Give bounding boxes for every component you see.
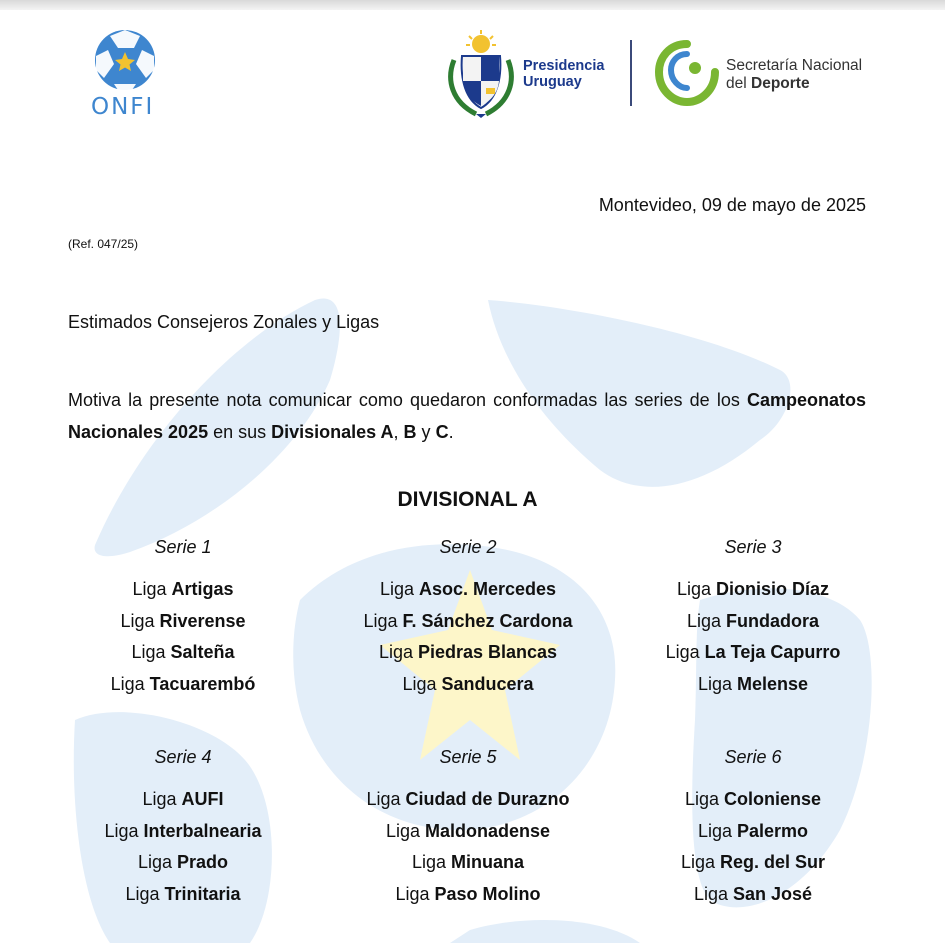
divisional-title: DIVISIONAL A [397, 488, 538, 511]
liga-name: San José [733, 883, 813, 904]
liga-prefix: Liga [697, 820, 737, 841]
body-text-1: Motiva la presente nota comunicar como quedaron conformadas las series de los [68, 390, 747, 410]
liga-name: F. Sánchez Cardona [402, 610, 573, 631]
liga-name: Sanducera [441, 673, 534, 694]
liga-prefix: Liga [684, 789, 725, 809]
liga-name: Trinitaria [164, 883, 241, 904]
liga-item [603, 579, 903, 611]
serie-title: Serie 3 [724, 537, 782, 557]
liga-prefix: Liga [363, 610, 403, 631]
liga-name: Ciudad de Durazno [405, 789, 570, 809]
liga-name: Melense [737, 673, 809, 694]
body-text-4: y [416, 422, 436, 442]
liga-item [33, 579, 333, 611]
liga-name: Interbalnearia [143, 820, 262, 841]
liga-name: Maldonadense [425, 820, 551, 841]
liga-name: Reg. del Sur [720, 852, 826, 873]
liga-prefix: Liga [411, 852, 452, 873]
liga-item [603, 789, 903, 821]
body-text-5: . [448, 422, 454, 442]
liga-prefix: Liga [697, 673, 737, 694]
secretaria-deporte-wordmark [726, 57, 862, 93]
liga-name: Dionisio Díaz [716, 579, 830, 599]
liga-name: Prado [177, 852, 229, 873]
liga-item [33, 789, 333, 821]
liga-prefix: Liga [120, 610, 160, 631]
liga-item [603, 674, 903, 706]
letter-body-paragraph [68, 384, 866, 448]
body-bold-1: Campeonatos Nacionales 2025 [68, 390, 866, 442]
liga-prefix: Liga [665, 642, 705, 663]
serie-title: Serie 4 [154, 747, 212, 767]
liga-item [33, 852, 333, 884]
liga-prefix: Liga [676, 579, 717, 599]
liga-item [33, 611, 333, 643]
body-bold-3: B [403, 422, 417, 442]
deporte-logo-icon [655, 40, 719, 106]
deporte-line-bold: Deporte [751, 75, 810, 92]
liga-name: Salteña [170, 642, 235, 663]
liga-name: Fundadora [726, 610, 820, 631]
serie-block [603, 747, 903, 915]
liga-prefix: Liga [125, 883, 165, 904]
presidencia-uruguay-wordmark [523, 58, 604, 90]
letter-reference: (Ref. 047/25) [68, 237, 139, 251]
liga-prefix: Liga [395, 883, 435, 904]
liga-item [603, 852, 903, 884]
logo-divider [630, 40, 632, 106]
liga-name: AUFI [181, 789, 224, 809]
serie-block [603, 537, 903, 705]
liga-item [603, 611, 903, 643]
deporte-line [726, 75, 862, 93]
liga-prefix: Liga [686, 610, 727, 631]
liga-prefix: Liga [693, 883, 733, 904]
liga-prefix: Liga [137, 852, 178, 873]
serie-title: Serie 2 [439, 537, 497, 557]
serie-block [318, 537, 618, 705]
liga-prefix: Liga [142, 789, 182, 809]
body-text-2: en sus [208, 422, 272, 442]
liga-name: Riverense [159, 610, 246, 631]
liga-item [318, 852, 618, 884]
liga-prefix: Liga [385, 820, 425, 841]
liga-item [33, 674, 333, 706]
liga-item [33, 884, 333, 916]
liga-item [318, 579, 618, 611]
liga-name: Minuana [451, 852, 525, 873]
serie-block [33, 747, 333, 915]
letter-date: Montevideo, 09 de mayo de 2025 [598, 195, 866, 215]
liga-item [318, 884, 618, 916]
liga-prefix: Liga [680, 852, 720, 873]
liga-name: Paso Molino [434, 883, 541, 904]
liga-item [318, 674, 618, 706]
liga-name: Palermo [737, 820, 809, 841]
liga-prefix: Liga [131, 642, 171, 663]
liga-prefix: Liga [378, 642, 418, 663]
body-bold-4: C [435, 422, 449, 442]
liga-item [318, 821, 618, 853]
serie-block [33, 537, 333, 705]
liga-prefix: Liga [402, 673, 442, 694]
deporte-line-prefix: del [726, 75, 751, 92]
liga-prefix: Liga [104, 820, 144, 841]
liga-item [33, 642, 333, 674]
liga-item [33, 821, 333, 853]
liga-item [318, 642, 618, 674]
body-bold-2: Divisionales A [271, 422, 394, 442]
liga-item [318, 611, 618, 643]
onfi-wordmark: ONFI [91, 94, 155, 120]
liga-prefix: Liga [110, 673, 150, 694]
liga-name: Tacuarembó [149, 673, 256, 694]
serie-block [318, 747, 618, 915]
serie-title: Serie 6 [724, 747, 782, 767]
letter-salutation: Estimados Consejeros Zonales y Ligas [68, 312, 380, 332]
body-text-3: , [393, 422, 404, 442]
liga-item [603, 821, 903, 853]
liga-name: Piedras Blancas [417, 642, 558, 663]
liga-name: Asoc. Mercedes [418, 579, 557, 599]
serie-title: Serie 1 [154, 537, 212, 557]
serie-title: Serie 5 [439, 747, 497, 767]
liga-item [603, 642, 903, 674]
liga-name: Artigas [171, 579, 234, 599]
uruguay-coat-of-arms-icon [446, 30, 516, 118]
liga-item [318, 789, 618, 821]
liga-prefix: Liga [132, 579, 172, 599]
liga-prefix: Liga [366, 789, 406, 809]
liga-item [603, 884, 903, 916]
liga-name: La Teja Capurro [704, 642, 841, 663]
presidencia-line: Presidencia [523, 58, 605, 74]
liga-prefix: Liga [379, 579, 419, 599]
uruguay-line: Uruguay [523, 74, 582, 90]
secretaria-line: Secretaría Nacional [726, 57, 863, 74]
liga-name: Coloniense [724, 789, 822, 809]
